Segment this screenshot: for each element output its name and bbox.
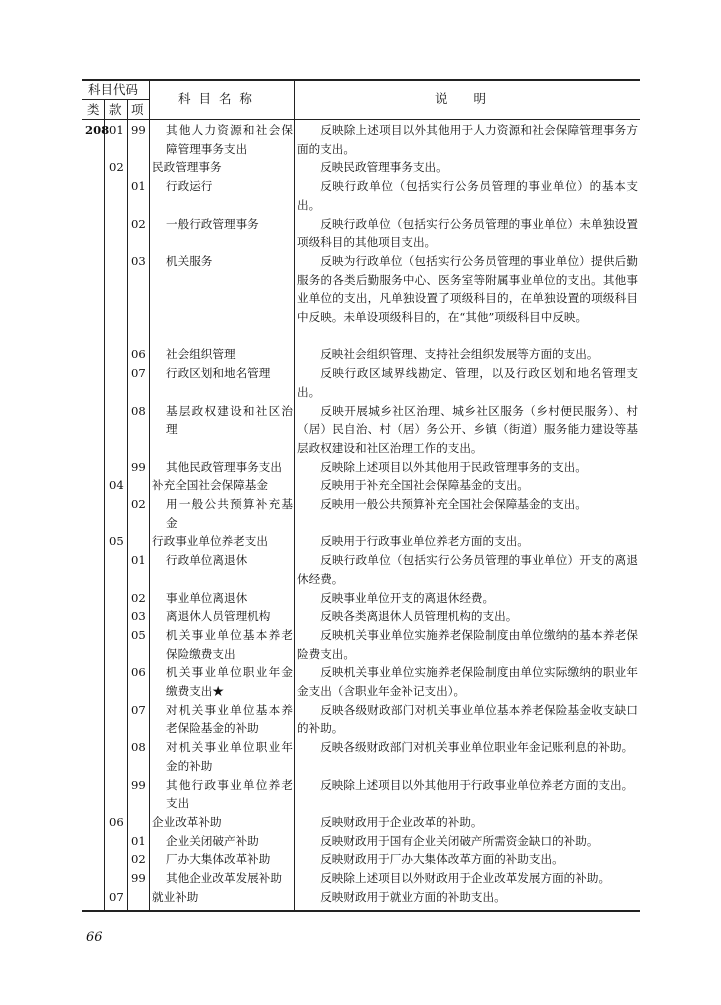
row-xiang-code: 01 <box>131 179 146 194</box>
row-xiang-code: 03 <box>131 609 146 624</box>
col-rule-1 <box>104 99 105 910</box>
row-description: 反映财政用于就业方面的补助支出。 <box>320 889 506 904</box>
row-xiang-code: 07 <box>131 366 146 381</box>
row-description: 反映财政用于厂办大集体改革方面的补助支出。 <box>320 852 564 867</box>
page-number: 66 <box>86 930 103 945</box>
row-description: 反映为行政单位（包括实行公务员管理的事业单位）提供后勤服务的各类后勤服务中心、医务室等附属事业单位的支出。其他事业单位的支出，凡单独设置了项级科目的，在单独设置的项级科目中反映。未单设项级科目的，在“其他”项级科目中反映。 <box>297 253 638 324</box>
row-description: 反映用一般公共预算补充全国社会保障基金的支出。 <box>320 497 587 511</box>
row-xiang-code: 06 <box>131 347 146 362</box>
row-item-name: 补充全国社会保障基金 <box>152 478 268 493</box>
header-code-group: 科目代码 <box>88 82 139 97</box>
row-item-name: 用一般公共预算补充基金 <box>166 497 293 530</box>
row-description: 反映机关事业单位实施养老保险制度由单位实际缴纳的职业年金支出（含职业年金补记支出）。 <box>297 665 638 698</box>
row-item-name: 机关服务 <box>166 253 213 268</box>
row-xiang-code: 99 <box>131 777 146 792</box>
row-item-name: 其他人力资源和社会保障管理事务支出 <box>166 123 293 156</box>
row-xiang-code: 01 <box>131 553 146 568</box>
row-item-name: 其他行政事业单位养老支出 <box>166 777 293 811</box>
row-item-name: 对机关事业单位职业年金的补助 <box>166 740 293 773</box>
row-xiang-code: 99 <box>131 123 146 137</box>
row-kuan-code: 01 <box>109 123 124 137</box>
header-desc: 说 明 <box>435 91 486 106</box>
row-description: 反映民政管理事务支出。 <box>320 160 448 175</box>
row-xiang-code: 02 <box>131 852 146 867</box>
row-item-name: 离退休人员管理机构 <box>166 609 271 624</box>
row-description: 反映各级财政部门对机关事业单位基本养老保险基金收支缺口的补助。 <box>297 702 638 736</box>
row-item-name: 对机关事业单位基本养老保险基金的补助 <box>166 702 293 736</box>
row-item-name: 民政管理事务 <box>152 160 222 175</box>
row-item-name: 基层政权建设和社区治理 <box>166 403 293 437</box>
col-rule-2 <box>127 99 128 910</box>
row-description: 反映各级财政部门对机关事业单位职业年金记账利息的补助。 <box>320 740 634 755</box>
row-item-name: 企业关闭破产补助 <box>166 833 259 848</box>
row-description: 反映社会组织管理、支持社会组织发展等方面的支出。 <box>320 347 599 362</box>
row-item-name: 事业单位离退休 <box>166 590 248 605</box>
table-bottom-rule <box>82 910 640 912</box>
row-description: 反映除上述项目以外其他用于行政事业单位养老方面的支出。 <box>320 777 634 792</box>
row-xiang-code: 05 <box>131 627 146 642</box>
row-description: 反映行政单位（包括实行公务员管理的事业单位）未单独设置项级科目的其他项目支出。 <box>297 216 638 250</box>
row-kuan-code: 04 <box>109 478 124 493</box>
row-description: 反映财政用于企业改革的补助。 <box>320 814 483 829</box>
row-xiang-code: 99 <box>131 871 146 885</box>
row-xiang-code: 02 <box>131 497 146 511</box>
header-bottom-rule <box>82 119 640 120</box>
row-xiang-code: 07 <box>131 702 146 717</box>
row-description: 反映用于补充全国社会保障基金的支出。 <box>320 478 529 493</box>
row-description: 反映各类离退休人员管理机构的支出。 <box>320 609 518 624</box>
row-description: 反映除上述项目以外其他用于民政管理事务的支出。 <box>320 459 587 474</box>
row-item-name: 机关事业单位基本养老保险缴费支出 <box>166 627 293 661</box>
row-description: 反映行政单位（包括实行公务员管理的事业单位）的基本支出。 <box>297 179 638 212</box>
row-kuan-code: 02 <box>109 160 124 175</box>
col-rule-3 <box>149 79 150 910</box>
row-xiang-code: 99 <box>131 459 146 474</box>
row-xiang-code: 02 <box>131 590 146 605</box>
header-kuan: 款 <box>109 102 122 117</box>
row-item-name: 就业补助 <box>152 889 199 904</box>
row-xiang-code: 03 <box>131 253 146 268</box>
row-description: 反映用于行政事业单位养老方面的支出。 <box>320 534 529 549</box>
header-lei: 类 <box>87 102 100 117</box>
row-item-name: 其他企业改革发展补助 <box>166 871 282 885</box>
row-item-name: 社会组织管理 <box>166 347 236 362</box>
table-top-rule <box>82 79 640 81</box>
row-item-name: 厂办大集体改革补助 <box>166 852 271 867</box>
row-item-name: 机关事业单位职业年金缴费支出★ <box>166 665 293 698</box>
header-mid-rule <box>82 99 149 100</box>
row-description: 反映财政用于国有企业关闭破产所需资金缺口的补助。 <box>320 833 599 848</box>
row-item-name: 行政事业单位养老支出 <box>152 534 268 549</box>
col-rule-4 <box>294 79 295 910</box>
row-xiang-code: 08 <box>131 403 146 418</box>
row-kuan-code: 06 <box>109 814 124 829</box>
row-item-name: 行政运行 <box>166 179 213 194</box>
row-kuan-code: 07 <box>109 889 124 904</box>
row-lei-code: 208 <box>85 123 110 137</box>
row-xiang-code: 06 <box>131 665 146 680</box>
row-description: 反映除上述项目以外其他用于人力资源和社会保障管理事务方面的支出。 <box>297 123 638 156</box>
row-description: 反映事业单位开支的离退休经费。 <box>320 590 495 605</box>
row-description: 反映行政单位（包括实行公务员管理的事业单位）开支的离退休经费。 <box>297 553 638 586</box>
row-item-name: 一般行政管理事务 <box>166 216 259 231</box>
row-xiang-code: 02 <box>131 216 146 231</box>
header-name: 科 目 名 称 <box>178 91 252 106</box>
row-item-name: 企业改革补助 <box>152 814 222 829</box>
row-item-name: 行政单位离退休 <box>166 553 248 568</box>
row-description: 反映机关事业单位实施养老保险制度由单位缴纳的基本养老保险费支出。 <box>297 627 638 661</box>
row-xiang-code: 08 <box>131 740 146 755</box>
row-item-name: 行政区划和地名管理 <box>166 366 271 381</box>
row-kuan-code: 05 <box>109 534 124 549</box>
row-item-name: 其他民政管理事务支出 <box>166 459 282 474</box>
row-description: 反映开展城乡社区治理、城乡社区服务（乡村便民服务）、村（居）民自治、村（居）务公开、乡镇（街道）服务能力建设等基层政权建设和社区治理工作的支出。 <box>297 403 638 455</box>
header-xiang: 项 <box>131 102 144 117</box>
row-description: 反映除上述项目以外财政用于企业改革发展方面的补助。 <box>320 871 611 885</box>
row-xiang-code: 01 <box>131 833 146 848</box>
row-description: 反映行政区域界线勘定、管理，以及行政区划和地名管理支出。 <box>297 366 638 399</box>
